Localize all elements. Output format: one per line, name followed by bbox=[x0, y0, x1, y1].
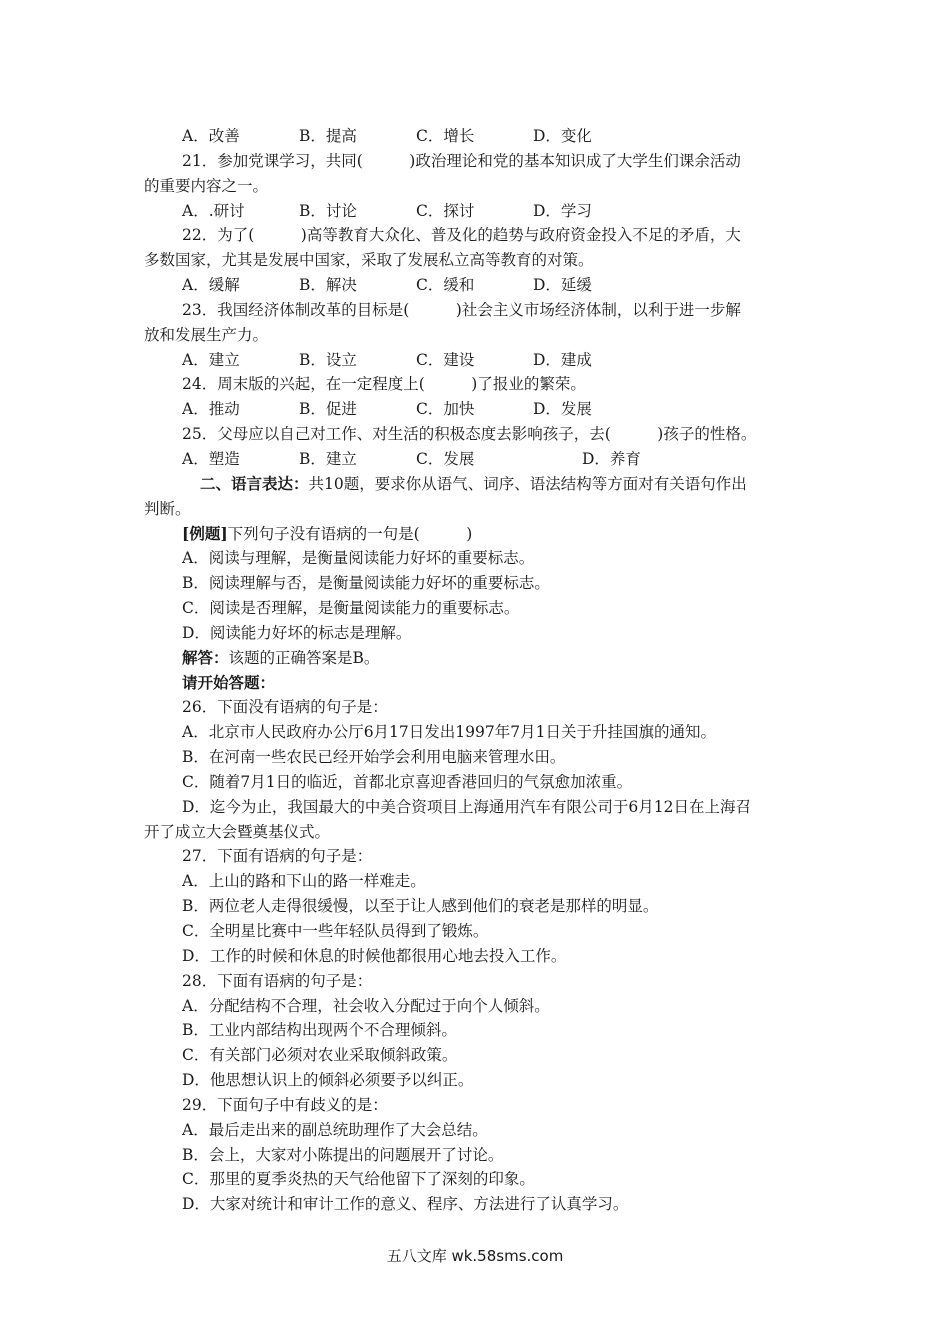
q22-option-d: D．延缓 bbox=[533, 276, 592, 295]
q20-options bbox=[144, 124, 810, 149]
q26-option-d-line2: 开了成立大会暨奠基仪式。 bbox=[144, 822, 331, 841]
example-option-b: B．阅读理解与否，是衡量阅读能力好坏的重要标志。 bbox=[182, 574, 550, 593]
q27-option-b: B．两位老人走得很缓慢，以至于让人感到他们的衰老是那样的明显。 bbox=[182, 897, 659, 916]
q27-stem: 27．下面有语病的句子是： bbox=[182, 847, 373, 866]
q20-option-d: D．变化 bbox=[533, 127, 592, 145]
q28-option-a: A．分配结构不合理，社会收入分配过于向个人倾斜。 bbox=[182, 996, 550, 1015]
q23-options bbox=[144, 348, 810, 373]
q25-option-a: A．塑造 bbox=[182, 449, 240, 468]
q28-option-d: D．他思想认识上的倾斜必须要予以纠正。 bbox=[182, 1071, 474, 1090]
document-body bbox=[144, 124, 810, 1217]
q29-option-b: B．会上，大家对小陈提出的问题展开了讨论。 bbox=[182, 1145, 504, 1164]
q28-option-c: C．有关部门必须对农业采取倾斜政策。 bbox=[182, 1046, 458, 1065]
q24-option-a: A．推动 bbox=[182, 400, 240, 419]
q23-stem-line2: 放和发展生产力。 bbox=[144, 325, 269, 344]
section2-heading-line bbox=[144, 472, 810, 497]
q25-option-b: B．建立 bbox=[299, 449, 357, 468]
page-footer: 五八文库 wk.58sms.com bbox=[386, 1247, 564, 1265]
q24-stem-line1: 24．周末版的兴起，在一定程度上( )了报业的繁荣。 bbox=[182, 375, 586, 394]
section2-description: 共10题，要求你从语气、词序、语法结构等方面对有关语句作出 bbox=[308, 474, 747, 493]
q27-option-c: C．全明星比赛中一些年轻队员得到了锻炼。 bbox=[182, 922, 489, 940]
q21-options bbox=[144, 199, 810, 224]
q26-option-d-line1: D．迄今为止，我国最大的中美合资项目上海通用汽车有限公司于6月12日在上海召 bbox=[182, 797, 752, 816]
q23-option-a: A．建立 bbox=[182, 350, 240, 369]
q22-stem-line2: 多数国家，尤其是发展中国家，采取了发展私立高等教育的对策。 bbox=[144, 251, 594, 270]
q22-option-a: A．缓解 bbox=[182, 276, 240, 295]
q23-option-d: D．建成 bbox=[533, 350, 592, 369]
q24-option-d: D．发展 bbox=[533, 400, 592, 419]
q20-option-c: C．增长 bbox=[416, 127, 475, 145]
q21-option-c: C．探讨 bbox=[416, 201, 475, 220]
q23-option-b: B．设立 bbox=[299, 350, 357, 369]
example-option-a: A．阅读与理解，是衡量阅读能力好坏的重要标志。 bbox=[182, 549, 535, 568]
q22-option-c: C．缓和 bbox=[416, 276, 475, 295]
q24-option-c: C．加快 bbox=[416, 400, 475, 419]
q26-option-a: A．北京市人民政府办公厅6月17日发出1997年7月1日关于升挂国旗的通知。 bbox=[182, 723, 716, 742]
q21-option-a: A．.研讨 bbox=[182, 201, 245, 220]
q26-option-b: B．在河南一些农民已经开始学会利用电脑来管理水田。 bbox=[182, 748, 566, 767]
q22-option-b: B．解决 bbox=[299, 276, 357, 295]
section2-description-line2: 判断。 bbox=[144, 499, 191, 518]
q29-option-a: A．最后走出来的副总统助理作了大会总结。 bbox=[182, 1120, 488, 1139]
example-stem-line bbox=[144, 522, 810, 547]
q27-option-d: D．工作的时候和休息的时候他都很用心地去投入工作。 bbox=[182, 946, 567, 965]
answer-text: 该题的正确答案是B。 bbox=[228, 648, 380, 667]
q28-option-b: B．工业内部结构出现两个不合理倾斜。 bbox=[182, 1021, 457, 1040]
q22-stem-line1: 22．为了( )高等教育大众化、普及化的趋势与政府资金投入不足的矛盾，大 bbox=[182, 226, 741, 245]
q29-option-c: C．那里的夏季炎热的天气给他留下了深刻的印象。 bbox=[182, 1170, 535, 1189]
q26-option-c: C．随着7月1日的临近，首都北京喜迎香港回归的气氛愈加浓重。 bbox=[182, 772, 633, 791]
start-answering-label: 请开始答题： bbox=[182, 672, 276, 692]
q27-option-a: A．上山的路和下山的路一样难走。 bbox=[182, 872, 426, 891]
q23-stem-line1: 23．我国经济体制改革的目标是( )社会主义市场经济体制，以利于进一步解 bbox=[182, 300, 741, 319]
q29-stem: 29．下面句子中有歧义的是： bbox=[182, 1095, 388, 1114]
q20-option-a: A．改善 bbox=[182, 127, 240, 145]
example-stem: 下列句子没有语病的一句是( ) bbox=[227, 524, 473, 543]
q25-option-c: C．发展 bbox=[416, 449, 475, 468]
q20-option-b: B．提高 bbox=[299, 127, 357, 145]
section2-heading: 二、语言表达： bbox=[200, 473, 309, 493]
q25-option-d: D．养育 bbox=[582, 449, 641, 468]
q28-stem: 28．下面有语病的句子是： bbox=[182, 971, 373, 990]
q29-option-d: D．大家对统计和审计工作的意义、程序、方法进行了认真学习。 bbox=[182, 1195, 629, 1214]
q21-stem-line2: 的重要内容之一。 bbox=[144, 176, 269, 195]
example-label: [例题] bbox=[182, 523, 228, 543]
q21-stem-line1: 21．参加党课学习，共同( )政治理论和党的基本知识成了大学生们课余活动 bbox=[182, 151, 741, 170]
q23-option-c: C．建设 bbox=[416, 350, 475, 369]
q21-option-d: D．学习 bbox=[533, 201, 592, 220]
example-answer-line bbox=[144, 646, 810, 671]
q24-options bbox=[144, 397, 810, 422]
q25-options bbox=[144, 447, 810, 472]
example-option-c: C．阅读是否理解，是衡量阅读能力的重要标志。 bbox=[182, 599, 520, 618]
answer-label: 解答： bbox=[182, 647, 229, 667]
q21-option-b: B．讨论 bbox=[299, 201, 357, 220]
example-option-d: D．阅读能力好坏的标志是理解。 bbox=[182, 623, 412, 642]
q25-stem-line1: 25．父母应以自己对工作、对生活的积极态度去影响孩子，去( )孩子的性格。 bbox=[182, 425, 757, 444]
q22-options bbox=[144, 273, 810, 298]
q26-stem: 26．下面没有语病的句子是： bbox=[182, 698, 388, 717]
q24-option-b: B．促进 bbox=[299, 400, 357, 419]
